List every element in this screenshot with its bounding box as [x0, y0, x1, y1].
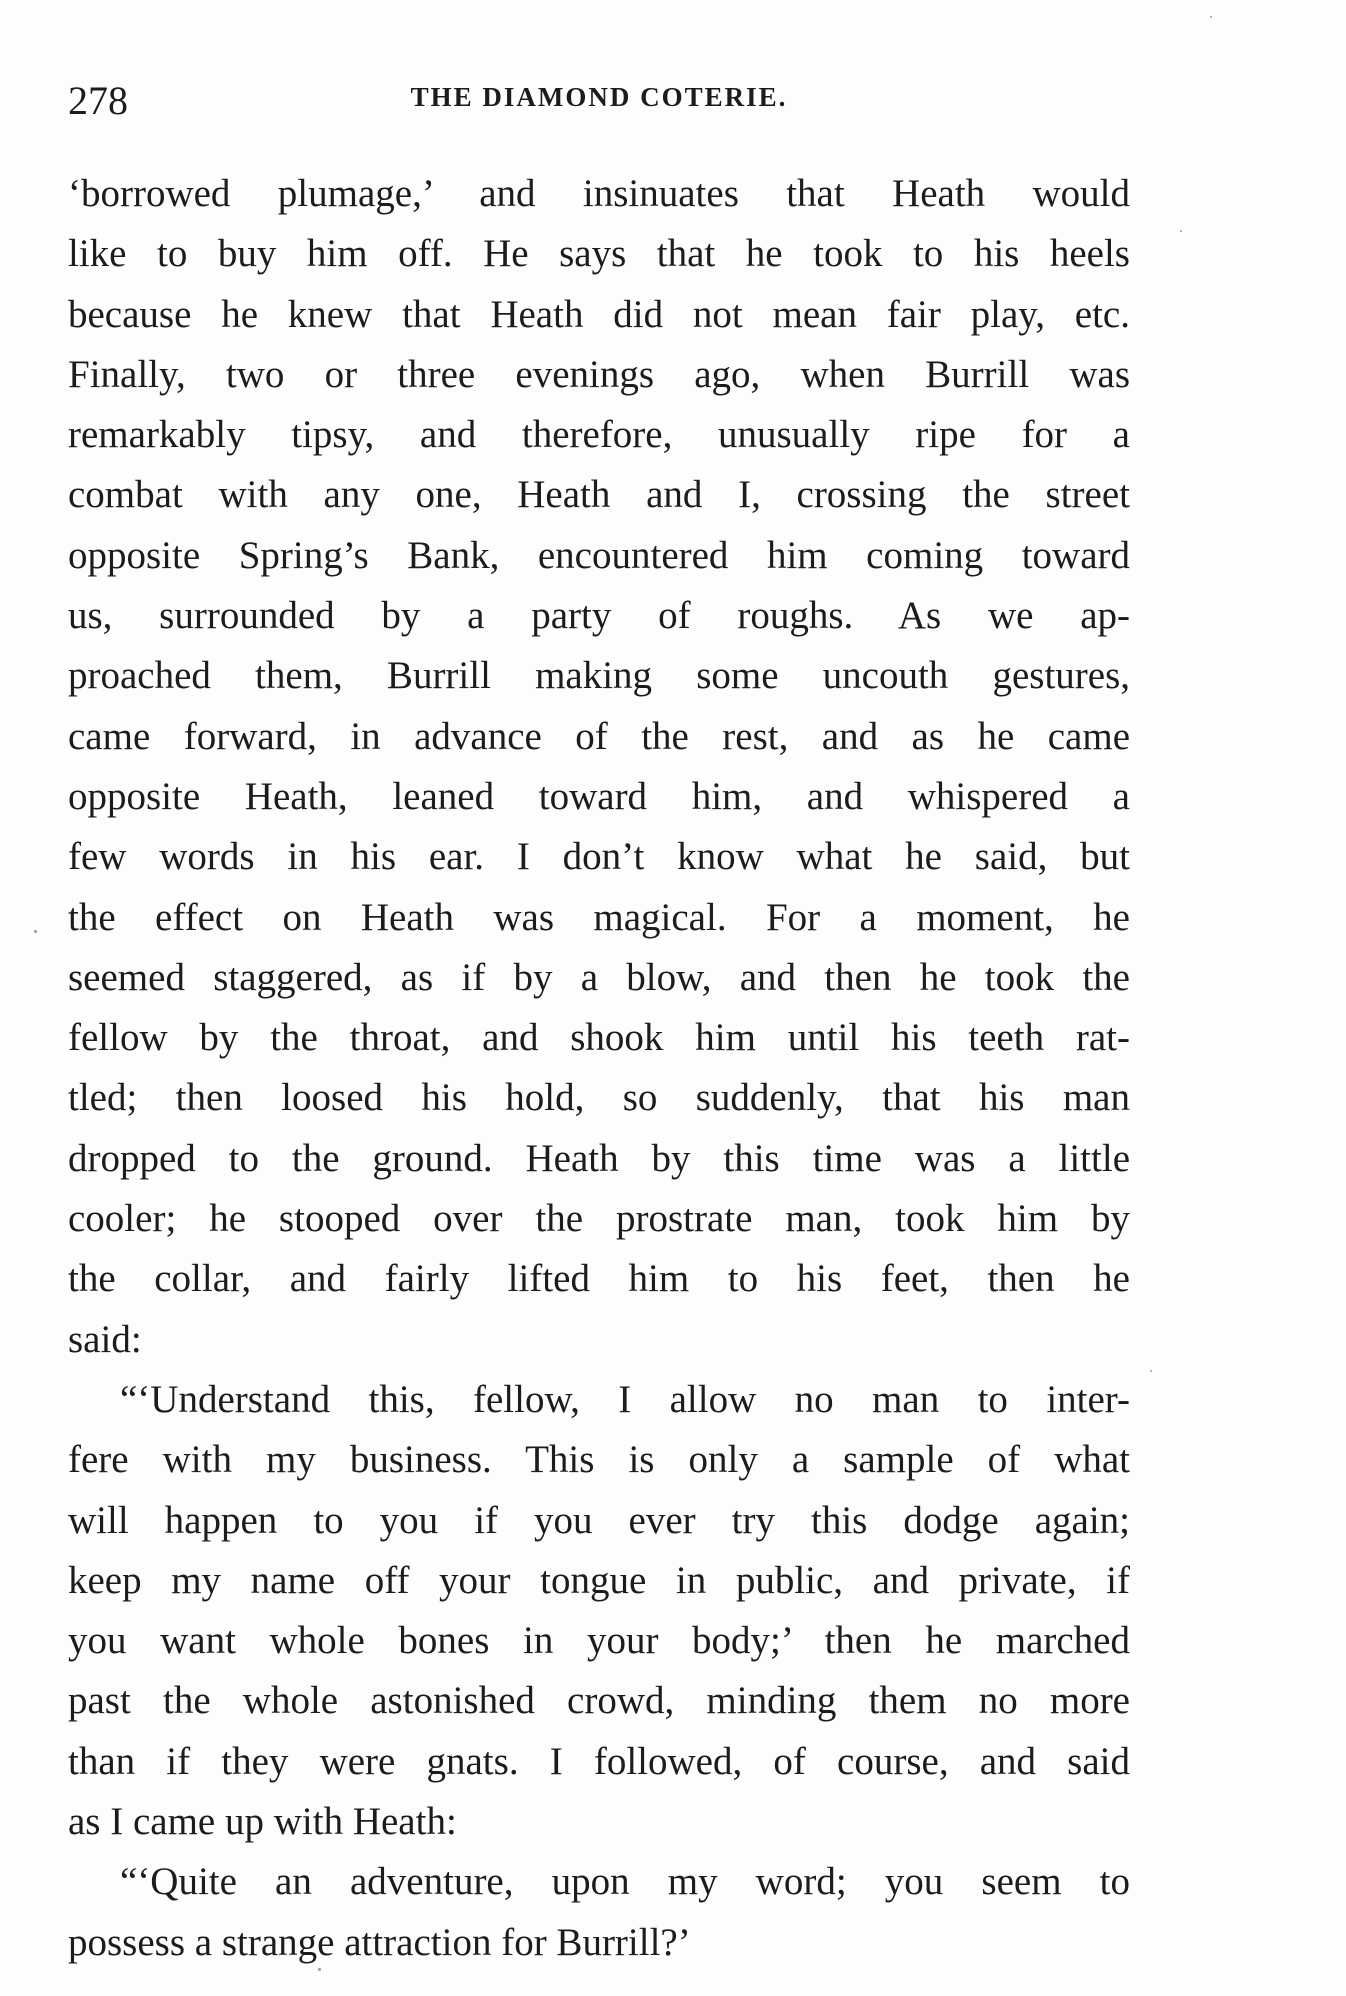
text-line: as I came up with Heath:	[68, 1800, 457, 1844]
text-line: the effect on Heath was magical. For a moment, he	[68, 895, 1130, 939]
page-header	[68, 76, 1130, 126]
text-line: us, surrounded by a party of roughs. As we ap-	[68, 594, 1130, 638]
running-title: THE DIAMOND COTERIE.	[410, 82, 788, 112]
text-line: than if they were gnats. I followed, of course, and said	[68, 1739, 1130, 1783]
paper-speck	[1210, 16, 1212, 18]
text-line: fere with my business. This is only a sample of what	[68, 1438, 1130, 1482]
text-line: Finally, two or three evenings ago, when Burrill was	[68, 352, 1130, 396]
text-line: remarkably tipsy, and therefore, unusually ripe for a	[68, 413, 1130, 457]
paper-speck	[1150, 1370, 1152, 1372]
body-text	[68, 164, 1130, 1973]
text-line: ‘borrowed plumage,’ and insinuates that Heath would	[68, 172, 1130, 215]
text-line: keep my name off your tongue in public, and private, if	[68, 1558, 1130, 1602]
text-line: said:	[68, 1317, 142, 1361]
text-line: seemed staggered, as if by a blow, and then he took the	[68, 955, 1130, 999]
text-line: dropped to the ground. Heath by this time was a little	[68, 1136, 1130, 1180]
text-line: the collar, and fairly lifted him to his feet, then he	[68, 1257, 1130, 1301]
text-line: you want whole bones in your body;’ then he marched	[68, 1619, 1130, 1663]
paper-speck	[34, 930, 37, 933]
text-line: came forward, in advance of the rest, and as he came	[68, 714, 1130, 758]
text-line: like to buy him off. He says that he took to his heels	[68, 232, 1130, 276]
page-number: 278	[68, 78, 128, 123]
text-line: will happen to you if you ever try this dodge again;	[68, 1498, 1130, 1542]
text-line: tled; then loosed his hold, so suddenly, that his man	[68, 1076, 1130, 1120]
text-line: because he knew that Heath did not mean fair play, etc.	[68, 292, 1130, 336]
text-line: past the whole astonished crowd, minding them no more	[68, 1679, 1130, 1723]
text-line: opposite Spring’s Bank, encountered him coming toward	[68, 533, 1130, 577]
paper-speck	[1180, 230, 1182, 232]
text-line: proached them, Burrill making some uncouth gestures,	[68, 654, 1130, 698]
text-line: combat with any one, Heath and I, crossing the street	[68, 473, 1130, 517]
text-line: opposite Heath, leaned toward him, and whispered a	[68, 774, 1130, 818]
text-line: fellow by the throat, and shook him until his teeth rat-	[68, 1016, 1130, 1060]
paper-speck	[318, 1968, 321, 1971]
text-line: “‘Quite an adventure, upon my word; you seem to	[120, 1860, 1130, 1904]
text-line: possess a strange attraction for Burrill?’	[68, 1920, 691, 1964]
text-line: cooler; he stooped over the prostrate man, took him by	[68, 1197, 1130, 1241]
text-line: few words in his ear. I don’t know what he said, but	[68, 835, 1130, 879]
text-line: “‘Understand this, fellow, I allow no man to inter-	[120, 1377, 1130, 1421]
